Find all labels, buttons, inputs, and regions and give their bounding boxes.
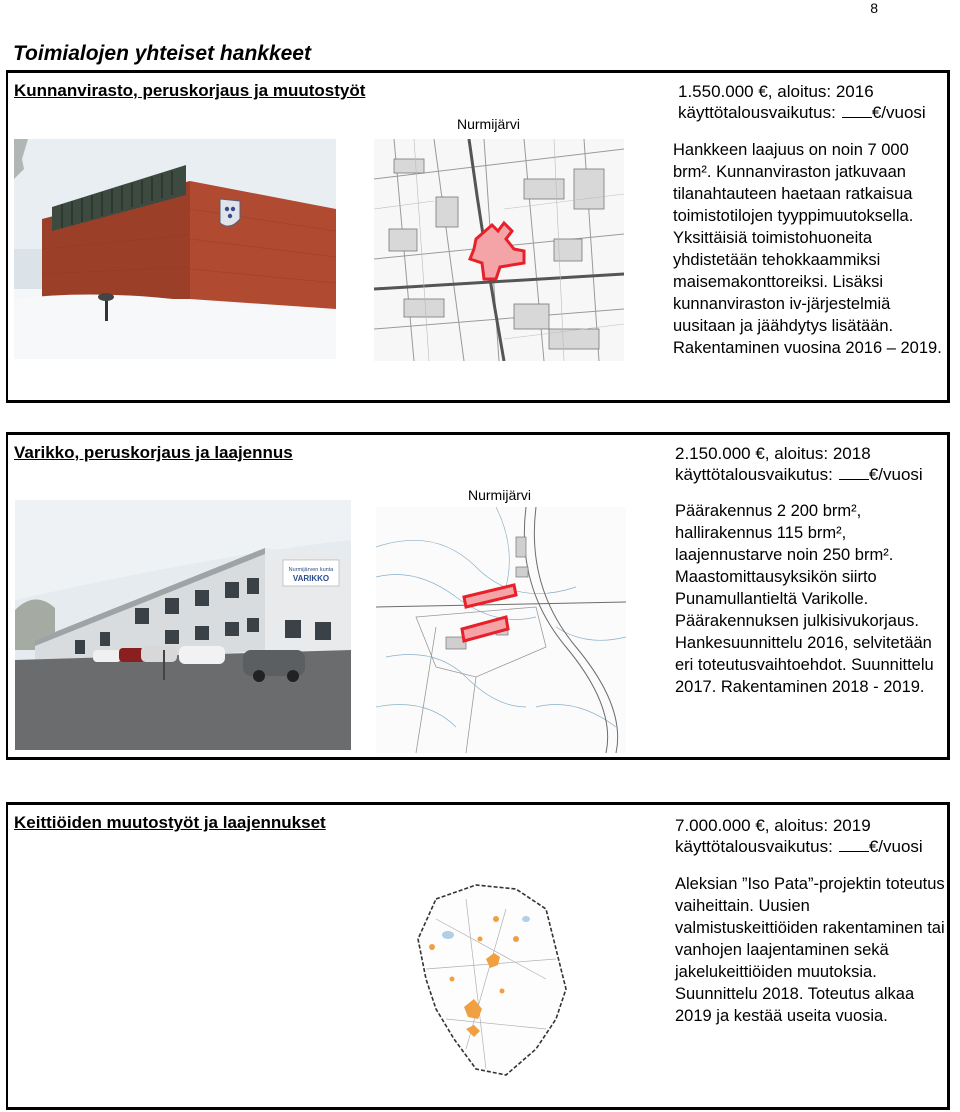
- project-box-varikko: [6, 432, 950, 760]
- project-box-kunnanvirasto: [6, 70, 950, 403]
- impact-line: [675, 836, 923, 857]
- building-photo: [14, 139, 336, 359]
- project-box-keittiot: [6, 802, 950, 1110]
- project-title: Keittiöiden muutostyöt ja laajennukset: [14, 813, 326, 832]
- cost-line: 2.150.000 €, aloitus: 2018: [675, 444, 871, 463]
- impact-blank: [839, 837, 869, 852]
- project-cost: [675, 443, 923, 485]
- impact-unit: €/vuosi: [868, 465, 923, 484]
- impact-line: [675, 464, 923, 485]
- project-description: Aleksian ”Iso Pata”-projektin toteutus vaiheittain. Uusien valmistuskeittiöiden rakentaminen tai vanhojen laajentaminen sekä jakelukeittiöiden muutoksia. Suunnittelu 2018. Toteutus alkaa 2019 ja kestää useita vuosia.: [675, 875, 945, 1025]
- project-title: Varikko, peruskorjaus ja laajennus: [14, 443, 293, 462]
- project-description: Hankkeen laajuus on noin 7 000 brm². Kunnanviraston jatkuvaan tilanahtauteen haetaan ratkaisua toimistotilojen tyyppimuutoksella. Yksittäisiä toimistohuoneita yhdistetään tehokkaammiksi maisemakonttoreiksi. Lisäksi kunnanviraston iv-järjestelmiä uusitaan ja jäähdytys lisätään. Rakentaminen vuosina 2016 – 2019.: [673, 141, 942, 357]
- map-label: Nurmijärvi: [457, 116, 520, 132]
- section-title: Toimialojen yhteiset hankkeet: [13, 42, 311, 65]
- impact-blank: [839, 465, 869, 480]
- site-map: [376, 507, 626, 753]
- cost-line: 1.550.000 €, aloitus: 2016: [678, 82, 874, 101]
- project-cost: [678, 81, 926, 123]
- impact-line: [678, 102, 926, 123]
- project-cost: [675, 815, 923, 857]
- cost-line: 7.000.000 €, aloitus: 2019: [675, 816, 871, 835]
- sign-text-line1: Nurmijärven kunta: [288, 567, 334, 573]
- impact-label: käyttötalousvaikutus:: [675, 465, 833, 484]
- impact-unit: €/vuosi: [871, 103, 926, 122]
- site-map: [374, 139, 624, 361]
- project-description: Päärakennus 2 200 brm², hallirakennus 115 brm², laajennustarve noin 250 brm². Maastomittausyksikön siirto Punamullantieltä Varikolle. Päärakennuksen julkisivukorjaus. Hankesuunnittelu 2016, selvitetään eri toteutusvaihtoehdot. Suunnittelu 2017. Rakentaminen 2018 - 2019.: [675, 502, 934, 696]
- impact-label: käyttötalousvaikutus:: [675, 837, 833, 856]
- impact-label: käyttötalousvaikutus:: [678, 103, 836, 122]
- map-label: Nurmijärvi: [468, 487, 531, 503]
- municipality-map: [406, 879, 576, 1079]
- building-photo: [15, 500, 351, 750]
- impact-blank: [842, 103, 872, 118]
- project-title: Kunnanvirasto, peruskorjaus ja muutostyöt: [14, 81, 366, 100]
- page-number: 8: [870, 0, 878, 16]
- sign-text-line2: VARIKKO: [292, 574, 330, 583]
- impact-unit: €/vuosi: [868, 837, 923, 856]
